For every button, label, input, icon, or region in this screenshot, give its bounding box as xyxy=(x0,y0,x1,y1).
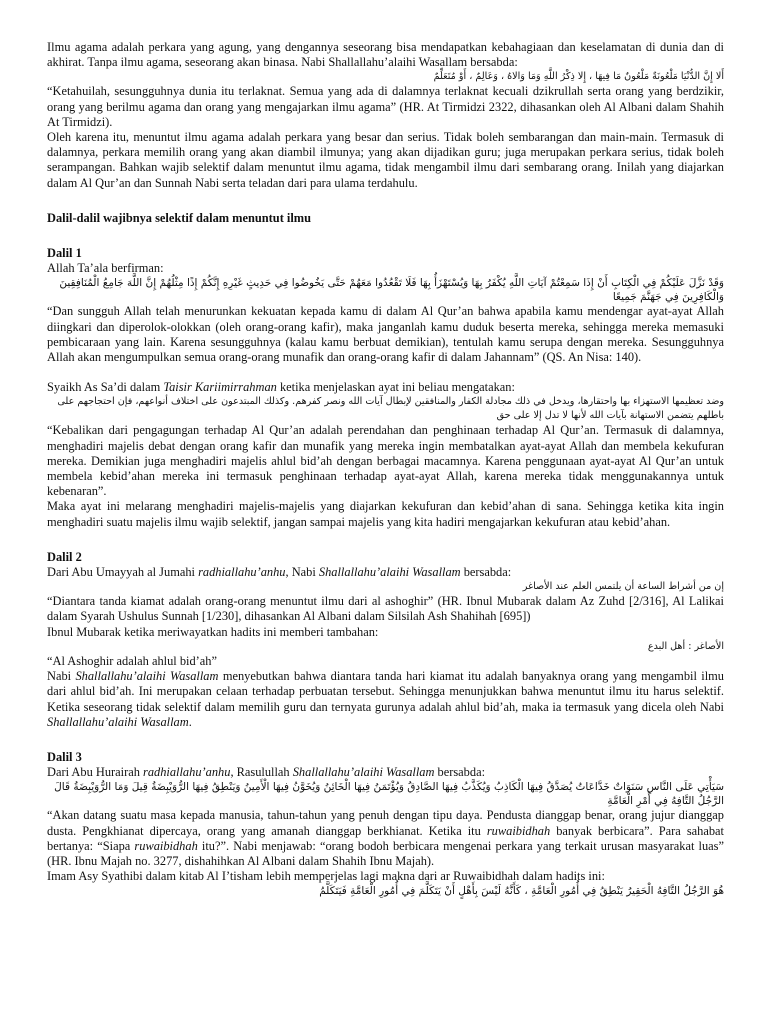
dalil-2-expl-body: menyebutkan bahwa diantara tanda hari kiamat itu adalah banyaknya orang yang mengambil ilmu dari ahlul bid’ah. Ini merupakan celaan terhadap perbuatan tersebut. Sehingga menunjukkan bahwa menuntut ilmu itu harus selektif. Ketika seseorang tidak selektif dalam memilih guru dan ternyata gurunya adalah ahlul bid’ah, maka ia termasuk yang dicela oleh Nabi xyxy=(47,669,724,714)
section-heading: Dalil-dalil wajibnya selektif dalam menuntut ilmu xyxy=(47,210,312,225)
dalil-1-translation: “Dan sungguh Allah telah menurunkan kekuatan kepada kamu di dalam Al Qur’an bahwa apabila kamu mendengar ayat-ayat Allah diingkari dan diperolok-olokkan (oleh orang-orang kafir), maka janganlah kamu duduk beserta mereka, sehingga mereka memasuki pembicaraan yang lain. Karena sesungguhnya (kalau kamu berbuat demikian), tentulah kamu serupa dengan mereka. Sesungguhnya Allah akan mengumpulkan semua orang-orang munafik dan orang-orang kafir di dalam Jahannam” (QS. An Nisa: 140). xyxy=(47,304,724,365)
dalil-2-expl-end: . xyxy=(188,714,192,729)
dalil-3-translation-post: itu?”. Nabi menjawab: “orang bodoh berbicara mengenai perkara yang terkait urusan masyarakat luas” (HR. Ibnu Majah no. 3277, dishahihkan Al Albani dalam Shahih Ibnu Majah). xyxy=(47,838,724,868)
syaikh-text-post: ketika menjelaskan ayat ini beliau mengatakan: xyxy=(276,380,515,395)
dalil-2-addition-quote: “Al Ashoghir adalah ahlul bid’ah” xyxy=(47,653,217,668)
dalil-2-intro-pre: Dari Abu Umayyah al Jumahi xyxy=(47,565,199,580)
dalil-2-intro xyxy=(47,565,724,580)
dalil-1-intro: Allah Ta’ala berfirman: xyxy=(47,261,164,276)
dalil-3-radhiallahu: radhiallahu’anhu xyxy=(143,765,231,780)
dalil-3-title: Dalil 3 xyxy=(47,749,82,764)
arabic-hadith-dunia: أَلا إِنَّ الدُّنْيَا مَلْعُونَةٌ مَلْعُونٌ مَا فِيهَا ، إِلا ذِكْرُ اللَّهِ وَمَا وَالاهُ ، وَعَالِمٌ ، أَوْ مُتَعَلِّمٌ xyxy=(433,71,724,83)
dalil-3-intro xyxy=(47,765,724,780)
dalil-2-title: Dalil 2 xyxy=(47,549,82,564)
dalil-3-ruwaibidhah-2: ruwaibidhah xyxy=(134,838,198,853)
dalil-1-tafsir-quote: “Kebalikan dari pengagungan terhadap Al Qur’an adalah perendahan dan penghinaan terhadap Al Qur’an. Termasuk di dalamnya, menghadiri majelis debat dengan orang kafir dan munafik yang mereka ingin membatalkan ayat-ayat Allah dan membela kekufuran mereka. Demikian juga menghadiri majelis ahlul bid’ah dengan berbagai macamnya. Karena penggunaan ayat-ayat Al Qur’an untuk membela kebid’ahan mereka ini termasuk penghinaan terhadap ayat-ayat Allah, karena mereka tidak menggunakannya untuk kebenaran”. xyxy=(47,423,724,499)
dalil-3-imam-syathibi: Imam Asy Syathibi dalam kitab Al I’tisham lebih memperjelas lagi makna dari ar Ruwaibidhah dalam hadits ini: xyxy=(47,869,605,884)
dalil-2-intro-post: bersabda: xyxy=(460,565,512,580)
dalil-3-intro-pre: Dari Abu Hurairah xyxy=(47,765,143,780)
dalil-3-intro-post: bersabda: xyxy=(434,765,486,780)
dalil-2-expl-pre: Nabi xyxy=(47,669,76,684)
dalil-2-arabic-addition: الأصاغر : أهل البدع xyxy=(647,640,724,652)
dalil-2-shallallahu: Shallallahu’alaihi Wasallam xyxy=(318,565,461,580)
dalil-2-expl-shallallahu: Shallallahu’alaihi Wasallam xyxy=(75,669,219,684)
dalil-3-ruwaibidhah: ruwaibidhah xyxy=(486,823,551,838)
dalil-3-arabic-itisham: هُوَ الرَّجُلُ التَّافِهُ الْحَقِيرُ يَنْطِقُ فِي أُمُورِ الْعَامَّةِ ، كَأَنَّهُ لَيْسَ بِأَهْلٍ أَنْ يَتَكَلَّمَ فِي أُمُورِ الْعَامَّةِ فَيَتَكَلَّمُ xyxy=(319,885,724,898)
dalil-2-explanation xyxy=(47,669,724,730)
dalil-3-intro-mid: , Rasulullah xyxy=(230,765,293,780)
dalil-2-translation: “Diantara tanda kiamat adalah orang-orang menuntut ilmu dari al ashoghir” (HR. Ibnul Mubarak dalam Az Zuhd [2/316], Al Lalikai dalam Syarah Ushulus Sunnah [1/230], dihasankan Al Albani dalam Silsilah Ash Shahihah [695]) xyxy=(47,594,724,624)
dalil-2-intro-mid: , Nabi xyxy=(285,565,319,580)
dalil-2-arabic-hadith: إن من أشراط الساعة أن يلتمس العلم عند الأصاغر xyxy=(522,581,724,593)
dalil-2-expl-shallallahu-2: Shallallahu’alaihi Wasallam xyxy=(47,714,189,729)
dalil-2-radhiallahu: radhiallahu’anhu xyxy=(198,565,286,580)
dalil-1-arabic-tafsir: وضد تعظيمها الاستهزاء بها واحتقارها، ويدخل في ذلك مجادلة الكفار والمنافقين لإبطال آيات الله ونصر كفرهم. وكذلك المبتدعون على اختلاف أنواعهم، فإن احتجاجهم على باطلهم يتضمن الاستهانة بآيات الله لأنها لا تدل إلا على حق xyxy=(57,396,724,422)
dalil-1-title: Dalil 1 xyxy=(47,246,82,261)
intro-paragraph: Ilmu agama adalah perkara yang agung, yang dengannya seseorang bisa mendapatkan kebahagiaan dan keselamatan di dunia dan di akhirat. Tanpa ilmu agama, seseorang akan binasa. Nabi Shallallahu’alaihi Wasallam bersabda: xyxy=(47,40,724,70)
dalil-3-translation xyxy=(47,808,724,869)
dalil-3-arabic-hadith: سَيَأْتِي عَلَى النَّاسِ سَنَوَاتٌ خَدَّاعَاتُ يُصَدَّقُ فِيهَا الْكَاذِبُ وَيُكَذَّبُ فِيهَا الصَّادِقُ وَيُؤْتَمَنُ فِيهَا الْخَائِنُ وَيُخَوَّنُ فِيهَا الْأَمِينُ وَيَنْطِقُ فِيهَا الرُّوَيْبِضَةُ قِيلَ وَمَا الرُّوَيْبِضَةُ قَالَ الرَّجُلُ التَّافِهُ فِي أَمْرِ الْعَامَّةِ xyxy=(54,781,724,808)
dalil-3-shallallahu: Shallallahu’alaihi Wasallam xyxy=(292,765,435,780)
syaikh-book-title: Taisir Kariimirrahman xyxy=(163,380,277,395)
dalil-1-syaikh-intro xyxy=(47,380,724,395)
syaikh-text-pre: Syaikh As Sa’di dalam xyxy=(47,380,164,395)
intro-hadith-translation: “Ketahuilah, sesungguhnya dunia itu terlaknat. Semua yang ada di dalamnya terlaknat kecuali dzikrullah serta orang yang berdzikir, orang yang berilmu agama dan orang yang mengajarkan ilmu agama” (HR. At Tirmidzi 2322, dihasankan oleh Al Albani dalam Shahih At Tirmidzi). xyxy=(47,84,724,129)
dalil-2-ibnu-mubarak: Ibnul Mubarak ketika meriwayatkan hadits ini memberi tambahan: xyxy=(47,624,379,639)
dalil-3-translation-mid: banyak berbicara”. Para sahabat bertanya: “Siapa xyxy=(47,823,724,853)
dalil-1-arabic-verse: وَقَدْ نَزَّلَ عَلَيْكُمْ فِي الْكِتَابِ أَنْ إِذَا سَمِعْتُمْ آيَاتِ اللَّهِ يُكْفَرُ بِهَا وَيُسْتَهْزَأُ بِهَا فَلَا تَقْعُدُوا مَعَهُمْ حَتَّى يَخُوضُوا فِي حَدِيثٍ غَيْرِهِ إِنَّكُمْ إِذًا مِثْلُهُمْ إِنَّ اللَّهَ جَامِعُ الْمُنَافِقِينَ وَالْكَافِرِينَ فِي جَهَنَّمَ جَمِيعًا xyxy=(59,277,724,304)
dalil-3-translation-pre: “Akan datang suatu masa kepada manusia, tahun-tahun yang penuh dengan tipu daya. Pendusta dianggap benar, orang jujur dianggap dusta. Pengkhianat dipercaya, orang yang amanah dianggap berkhianat. Ketika itu xyxy=(47,808,724,838)
dalil-1-conclusion: Maka ayat ini melarang menghadiri majelis-majelis yang diajarkan kekufuran dan kebid’ahan di sana. Sehingga ketika kita ingin menghadiri suatu majelis ilmu wajib selektif, jangan sampai majelis yang kita hadiri mengajarkan kekufuran atau kebid’ahan. xyxy=(47,499,724,529)
intro-conclusion-paragraph: Oleh karena itu, menuntut ilmu agama adalah perkara yang besar dan serius. Tidak boleh sembarangan dan main-main. Termasuk di dalamnya, perkara memilih orang yang akan diambil ilmunya; yang akan dijadikan guru; juga merupakan perkara serius, tidak boleh serampangan. Bahkan wajib selektif dalam menuntut ilmu agama, tidak mengambil ilmu dari sembarang orang. Inilah yang diajarkan dalam Al Qur’an dan Sunnah Nabi serta teladan dari para ulama terdahulu. xyxy=(47,130,724,190)
